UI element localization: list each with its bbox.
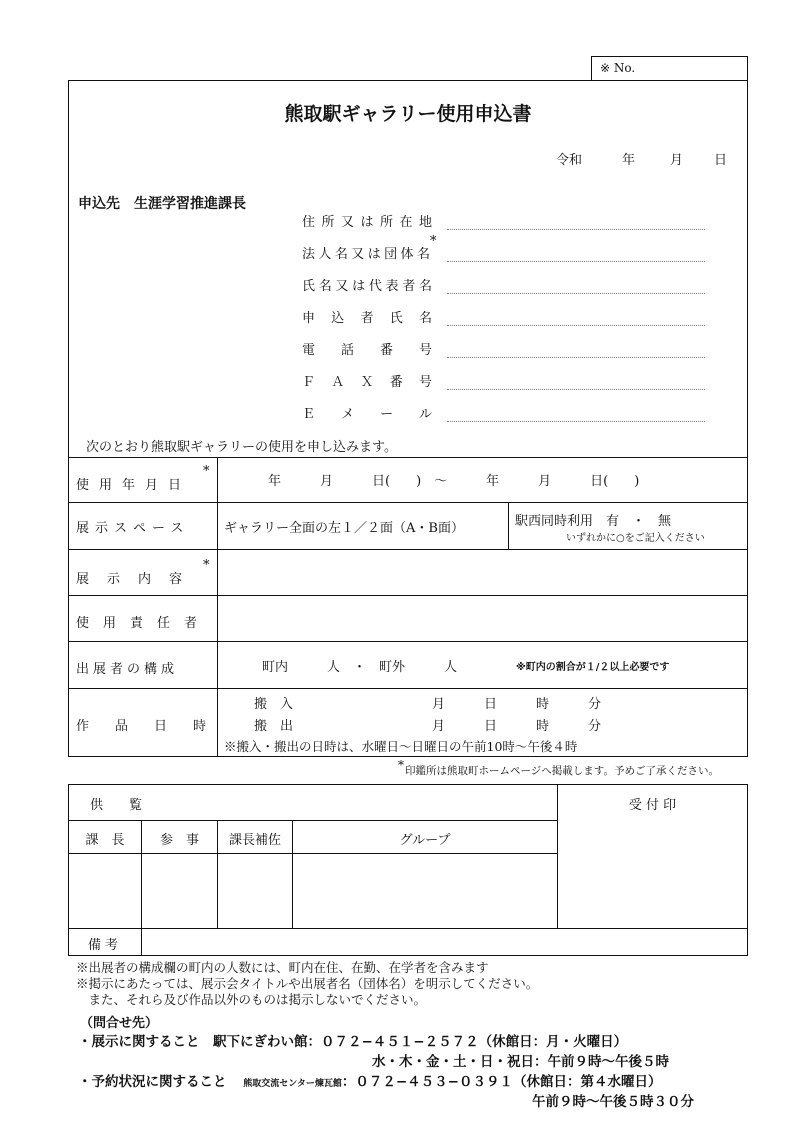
col-group: グループ [399, 833, 451, 848]
date-year: 年 [622, 153, 636, 168]
field-label: 申込者氏名 [302, 311, 432, 326]
note-line: ※掲示にあたっては、展示会タイトルや出展者名（団体名）を明示してください。 [76, 976, 539, 991]
intro-text: 次のとおり熊取駅ギャラリーの使用を申し込みます。 [86, 440, 397, 455]
field-label: 住所又は所在地 [302, 215, 432, 230]
field-label: ＦＡＸ番号 [302, 375, 432, 390]
west-exit-note: いずれかに○をご記入ください [566, 533, 705, 544]
date-day: 日 [714, 153, 728, 168]
col-section-chief: 課 長 [85, 833, 125, 848]
field-label: 法人名又は団体名 [302, 247, 430, 262]
date-era: 令和 [556, 153, 583, 168]
notes [76, 960, 538, 1008]
form-title: 熊取駅ギャラリー使用申込書 [284, 103, 532, 125]
composition-value[interactable]: 町内 人 ・ 町外 人 [262, 660, 458, 675]
receipt-stamp-label: 受 付 印 [628, 798, 677, 813]
circulation-label: 供 覧 [90, 798, 143, 813]
field-label: 電話番号 [302, 343, 432, 358]
composition-label: 出展者の構成 [76, 662, 179, 677]
required-mark: * [203, 558, 210, 573]
print-note-star: * [398, 758, 404, 772]
contact-heading: （問合せ先） [80, 1016, 159, 1031]
remarks-label: 備考 [87, 938, 122, 953]
reservation-phone: ：０７２−４５３−０３９１（休館日：第４水曜日） [341, 1074, 662, 1090]
form-number-label: ※ No. [600, 61, 636, 75]
note-line: ※出展者の構成欄の町内の人数には、町内在住、在勤、在学者を含みます [76, 960, 489, 975]
applicant-field-phone[interactable] [302, 338, 707, 360]
applicant-field-applicant-name[interactable] [302, 306, 707, 328]
contact-line-exhibit: ・展示に関すること 駅下にぎわい館：０７２−４５１−２５７２（休館日：月・火曜日） [78, 1034, 628, 1050]
content-input[interactable] [219, 551, 746, 594]
reservation-org: 熊取交流センター煉瓦館 [243, 1079, 342, 1089]
carry-out-datetime[interactable]: 月 日 時 分 [432, 719, 602, 734]
schedule-label: 作品日時 [76, 719, 233, 734]
west-exit-option[interactable]: 駅西同時利用 有 ・ 無 [515, 514, 672, 529]
applicant-field-email[interactable] [302, 402, 707, 424]
form-number-box [591, 56, 748, 81]
content-label: 展示内容 [76, 572, 201, 587]
required-mark: * [203, 464, 210, 479]
carry-out-label: 搬 出 [254, 719, 294, 734]
period-value[interactable]: 年 月 日( ) 〜 年 月 日( ) [268, 474, 640, 489]
required-mark: * [430, 234, 437, 249]
space-label: 展示スペース [76, 521, 190, 536]
contact-line-reservation [78, 1070, 661, 1090]
reservation-prefix: ・予約状況に関すること [78, 1074, 227, 1090]
manager-label: 使用責任者 [76, 616, 212, 631]
field-label: 氏名又は代表者名 [302, 279, 432, 294]
space-value: ギャラリー全面の左１／２面（A・B面） [224, 521, 464, 536]
note-line: また、それら及び作品以外のものは掲示しないでください。 [76, 992, 427, 1007]
field-label: Ｅメール [302, 407, 432, 422]
recipient: 申込先 生涯学習推進課長 [78, 196, 246, 212]
manager-input[interactable] [219, 597, 746, 640]
date-month: 月 [670, 153, 684, 168]
contact-line-reservation-hours: 午前９時〜午後５時３０分 [532, 1094, 694, 1110]
applicant-field-representative[interactable] [302, 274, 707, 296]
carry-in-datetime[interactable]: 月 日 時 分 [432, 697, 602, 712]
carry-in-label: 搬 入 [254, 697, 294, 712]
schedule-note: ※搬入・搬出の日時は、水曜日〜日曜日の午前10時〜午後４時 [224, 739, 578, 754]
composition-note: ※町内の割合が１/２以上必要です [516, 662, 670, 673]
contact-line-exhibit-hours: 水・木・金・土・日・祝日：午前９時〜午後５時 [372, 1054, 669, 1070]
col-counselor: 参 事 [159, 833, 199, 848]
applicant-field-organization[interactable] [302, 234, 707, 264]
col-deputy-chief: 課長補佐 [228, 833, 281, 848]
applicant-field-fax[interactable] [302, 370, 707, 392]
print-note: 印鑑所は熊取町ホームページへ掲載します。予めご了承ください。 [405, 765, 719, 777]
applicant-field-address[interactable] [302, 210, 707, 232]
period-label: 使用年月日 [76, 478, 192, 493]
